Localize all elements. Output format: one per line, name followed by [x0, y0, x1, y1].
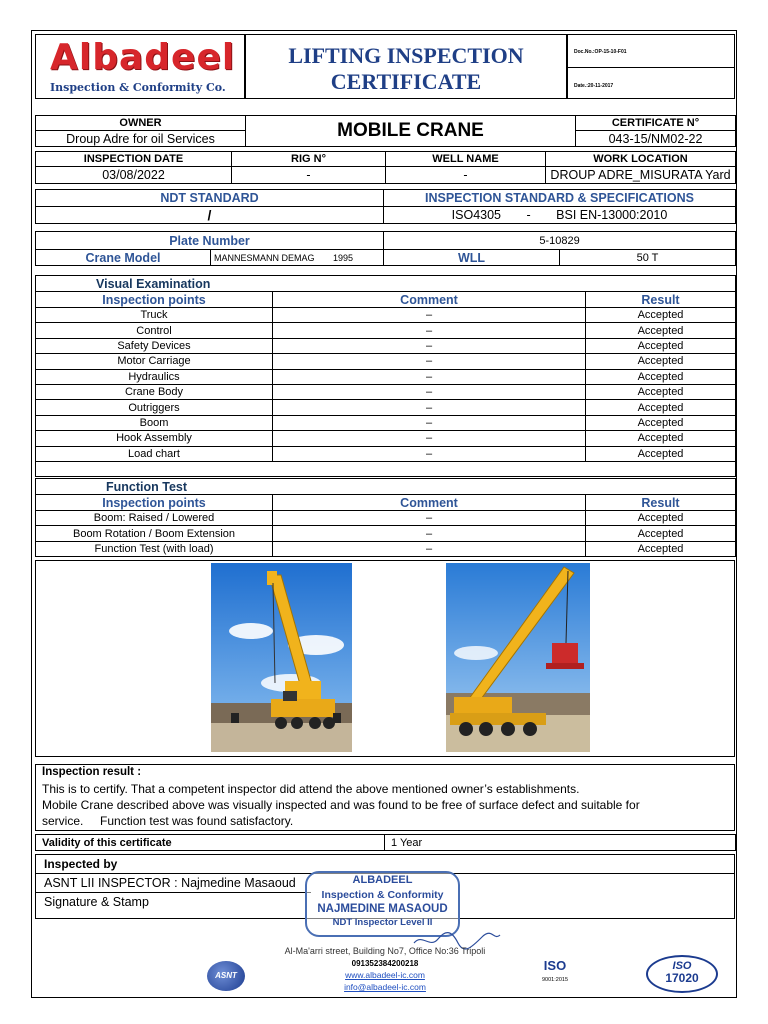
doc-divider	[568, 67, 734, 68]
inspected-by-label: Inspected by	[44, 857, 118, 871]
visual-inspection-point: Hook Assembly	[36, 431, 273, 446]
visual-result: Accepted	[586, 323, 736, 338]
visual-inspection-point: Safety Devices	[36, 338, 273, 353]
validity-value: 1 Year	[385, 835, 736, 851]
company-logo: Albadeel	[50, 37, 236, 78]
visual-row	[36, 384, 736, 399]
function-section-title: Function Test	[36, 479, 736, 495]
function-result: Accepted	[586, 526, 736, 541]
stamp-name: NAJMEDINE MASAOUD	[317, 903, 448, 915]
visual-result: Accepted	[586, 415, 736, 430]
visual-row	[36, 415, 736, 430]
visual-inspection-point: Truck	[36, 308, 273, 323]
visual-inspection-point: Boom	[36, 415, 273, 430]
certificate-value: 043-15/NM02-22	[576, 131, 736, 147]
visual-inspection-point: Crane Body	[36, 384, 273, 399]
visual-inspection-point: Control	[36, 323, 273, 338]
inspector-stamp	[305, 871, 460, 937]
visual-inspection-point: Load chart	[36, 446, 273, 461]
ndt-standard-value: /	[36, 207, 384, 224]
visual-inspection-point: Outriggers	[36, 400, 273, 415]
crane-model-year: 1995	[333, 252, 354, 263]
visual-row	[36, 400, 736, 415]
owner-table	[35, 115, 736, 147]
visual-row	[36, 323, 736, 338]
function-test-table	[35, 478, 736, 557]
visual-row	[36, 431, 736, 446]
wll-label: WLL	[384, 250, 560, 266]
visual-inspection-point: Hydraulics	[36, 369, 273, 384]
certificate-label: CERTIFICATE N°	[576, 116, 736, 131]
inspection-result-label: Inspection result :	[42, 766, 142, 778]
iso-9001-number: 9001:2015	[542, 977, 568, 983]
header-title-box	[245, 34, 567, 99]
iso-9001-logo	[535, 959, 575, 993]
stamp-subtitle: Inspection & Conformity	[321, 889, 444, 901]
well-name-label: WELL NAME	[386, 152, 546, 167]
function-col-points: Inspection points	[36, 495, 273, 511]
doc-number: Doc.No.:OP-15-10-F01	[574, 49, 627, 55]
spec-iso: ISO4305	[451, 208, 501, 222]
visual-result: Accepted	[586, 400, 736, 415]
crane-photo-boom-raised	[211, 563, 352, 752]
visual-result: Accepted	[586, 369, 736, 384]
photos-box	[35, 560, 735, 757]
inspection-result-line1: This is to certify. That a competent inspector did attend the above mentioned owner’s establishments.	[42, 782, 580, 796]
visual-comment: –	[273, 369, 586, 384]
inspection-date-value: 03/08/2022	[36, 167, 232, 184]
visual-comment: –	[273, 308, 586, 323]
visual-rows	[36, 308, 736, 462]
function-result: Accepted	[586, 511, 736, 526]
asnt-logo-text: ASNT	[215, 971, 237, 980]
owner-value: Droup Adre for oil Services	[36, 131, 246, 147]
inspection-standard-value	[384, 207, 736, 224]
owner-label: OWNER	[36, 116, 246, 131]
function-col-result: Result	[586, 495, 736, 511]
visual-result: Accepted	[586, 338, 736, 353]
equipment-type: MOBILE CRANE	[246, 116, 576, 147]
iso-17020-logo	[646, 955, 718, 993]
visual-comment: –	[273, 338, 586, 353]
crane-model-value	[211, 250, 384, 266]
crane-model-name: MANNESMANN DEMAG	[214, 252, 315, 263]
iso-17020-number: 17020	[665, 971, 699, 985]
rig-label: RIG N°	[232, 152, 386, 167]
certificate-title-line1: LIFTING INSPECTION	[288, 43, 524, 68]
plate-number-value: 5-10829	[384, 232, 736, 250]
visual-col-comment: Comment	[273, 292, 586, 308]
function-row	[36, 541, 736, 556]
visual-row	[36, 369, 736, 384]
certificate-page	[31, 30, 737, 998]
inspector-divider-2	[36, 892, 311, 893]
spec-bsi: BSI EN-13000:2010	[556, 208, 668, 222]
work-location-value: DROUP ADRE_MISURATA Yard	[546, 167, 736, 184]
footer-phone: 091352384200218	[351, 959, 419, 968]
footer-email-link[interactable]: info@albadeel-ic.com	[344, 982, 426, 992]
footer-website-link[interactable]: www.albadeel-ic.com	[345, 970, 425, 980]
function-result: Accepted	[586, 541, 736, 556]
visual-comment: –	[273, 323, 586, 338]
function-col-comment: Comment	[273, 495, 586, 511]
work-location-label: WORK LOCATION	[546, 152, 736, 167]
rig-value: -	[232, 167, 386, 184]
inspection-standard-label: INSPECTION STANDARD & SPECIFICATIONS	[384, 190, 736, 207]
footer-address: Al-Ma'arri street, Building No7, Office No:36 Tripoli	[284, 946, 486, 956]
visual-result: Accepted	[586, 354, 736, 369]
visual-col-result: Result	[586, 292, 736, 308]
function-inspection-point: Boom Rotation / Boom Extension	[36, 526, 273, 541]
visual-result: Accepted	[586, 431, 736, 446]
function-comment: –	[273, 511, 586, 526]
function-rows	[36, 511, 736, 557]
stamp-level: NDT Inspector Level II	[332, 917, 433, 928]
inspection-result-box	[35, 764, 735, 831]
well-name-value: -	[386, 167, 546, 184]
function-comment: –	[273, 541, 586, 556]
doc-date: Date.:20-11-2017	[574, 83, 614, 89]
validity-label: Validity of this certificate	[36, 835, 385, 851]
inspector-name: ASNT LII INSPECTOR : Najmedine Masaoud	[44, 876, 296, 890]
plate-table	[35, 231, 736, 266]
visual-col-points: Inspection points	[36, 292, 273, 308]
crane-photo-load-test	[446, 563, 590, 752]
visual-spacer-row	[36, 461, 736, 476]
visual-row	[36, 338, 736, 353]
visual-inspection-point: Motor Carriage	[36, 354, 273, 369]
function-inspection-point: Boom: Raised / Lowered	[36, 511, 273, 526]
visual-examination-table	[35, 275, 736, 477]
header-docinfo-box	[567, 34, 735, 99]
visual-comment: –	[273, 354, 586, 369]
visual-row	[36, 308, 736, 323]
visual-result: Accepted	[586, 308, 736, 323]
asnt-logo	[207, 961, 245, 991]
visual-comment: –	[273, 431, 586, 446]
visual-row	[36, 446, 736, 461]
visual-section-title: Visual Examination	[36, 276, 736, 292]
company-subtitle: Inspection & Conformity Co.	[50, 81, 226, 94]
signature-label: Signature & Stamp	[44, 895, 149, 909]
certificate-title-line2: CERTIFICATE	[330, 69, 482, 94]
spec-dash: -	[526, 208, 531, 222]
function-inspection-point: Function Test (with load)	[36, 541, 273, 556]
visual-row	[36, 354, 736, 369]
visual-result: Accepted	[586, 446, 736, 461]
visual-result: Accepted	[586, 384, 736, 399]
plate-number-label: Plate Number	[36, 232, 384, 250]
header-logo-box	[35, 34, 245, 99]
function-row	[36, 511, 736, 526]
inspection-table	[35, 151, 736, 184]
visual-comment: –	[273, 446, 586, 461]
inspection-date-label: INSPECTION DATE	[36, 152, 232, 167]
stamp-company: ALBADEEL	[352, 874, 413, 886]
inspection-result-line3: service. Function test was found satisfactory.	[42, 814, 294, 828]
inspection-result-line2: Mobile Crane described above was visually inspected and was found to be free of surface defect and suitable for	[42, 798, 640, 812]
crane-model-label: Crane Model	[36, 250, 211, 266]
visual-comment: –	[273, 384, 586, 399]
visual-comment: –	[273, 415, 586, 430]
standards-table	[35, 189, 736, 224]
function-comment: –	[273, 526, 586, 541]
wll-value: 50 T	[560, 250, 736, 266]
iso-9001-text: ISO	[543, 958, 567, 973]
visual-comment: –	[273, 400, 586, 415]
iso-17020-text: ISO	[672, 960, 692, 972]
ndt-standard-label: NDT STANDARD	[36, 190, 384, 207]
validity-table	[35, 834, 736, 851]
function-row	[36, 526, 736, 541]
